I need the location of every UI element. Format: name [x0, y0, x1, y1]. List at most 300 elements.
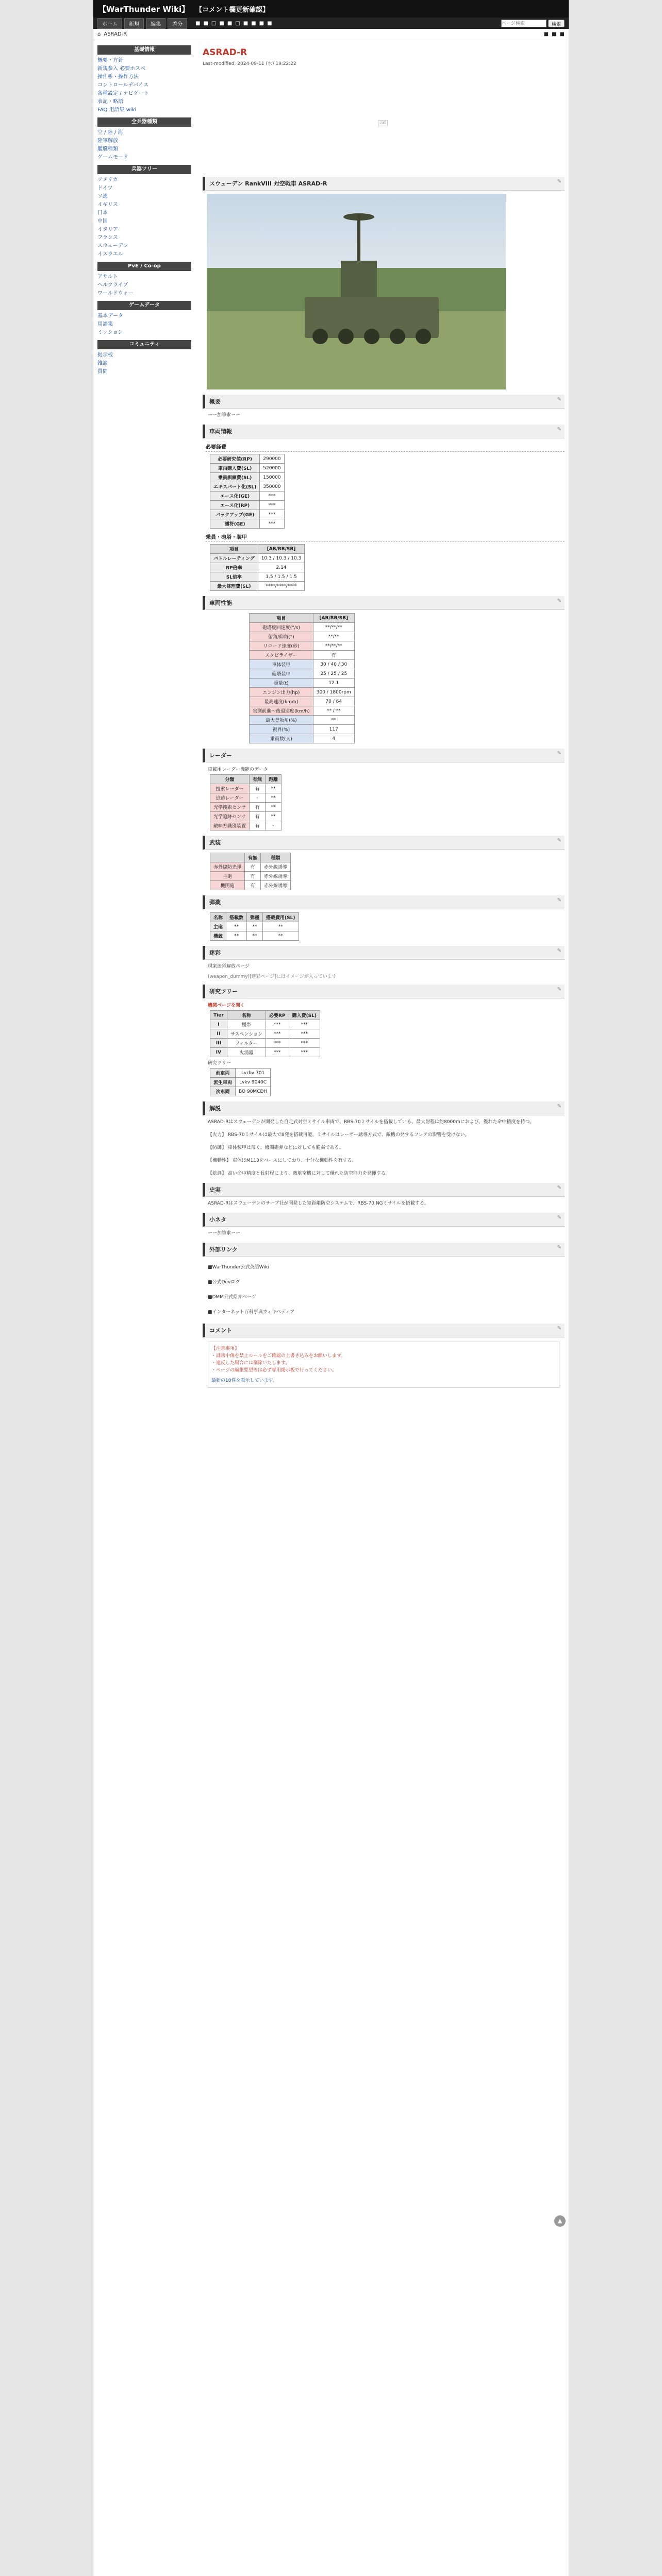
ammo-table — [210, 912, 299, 941]
table-row — [210, 1087, 271, 1096]
table-cell: 最大登坂角(%) — [250, 716, 313, 725]
radar-caption: 車載用レーダー機能のデータ — [208, 767, 269, 772]
performance-table — [249, 613, 355, 743]
tab-diff[interactable]: 差分 — [168, 18, 187, 29]
section-header-radar — [203, 749, 565, 762]
sidebar-heading: 兵器ツリー — [97, 165, 191, 174]
table-row — [250, 688, 355, 697]
sidebar-heading: コミュニティ — [97, 340, 191, 349]
table-cell: 砲塔装甲 — [250, 669, 313, 679]
vehicle-wheel — [338, 329, 354, 344]
table-row — [210, 582, 305, 591]
table-header-cell: 名称 — [210, 913, 226, 922]
table-cell: エンジン出力(hp) — [250, 688, 313, 697]
sidebar-heading: 基礎情報 — [97, 45, 191, 55]
table-cell: 乗員訓練費(SL) — [210, 473, 260, 482]
section-header-history — [203, 1183, 565, 1197]
table-cell: ** — [226, 931, 247, 941]
vehicle-wheel — [312, 329, 328, 344]
table-cell: 追跡レーダー — [210, 793, 250, 803]
table-row — [210, 482, 285, 492]
table-row — [250, 641, 355, 651]
table-cell: ** — [247, 931, 263, 941]
table-row — [210, 1078, 271, 1087]
search-input[interactable] — [501, 20, 547, 27]
table-cell: 砲塔旋回速度(°/s) — [250, 623, 313, 632]
table-row — [210, 1069, 271, 1078]
sidebar-link[interactable]: ヘルクライブ — [97, 282, 128, 288]
table-cell: 赤外線誘導 — [261, 872, 291, 881]
table-row — [210, 554, 305, 563]
section-title: 研究ツリー — [209, 988, 238, 995]
table-cell: 実測前進～後退速度(km/h) — [250, 706, 313, 716]
table-row — [210, 510, 285, 519]
table-cell: ** — [266, 812, 282, 821]
sidebar-link[interactable]: 日本 — [97, 210, 108, 216]
table-cell: *** — [266, 1029, 289, 1039]
table-cell: 12.1 — [313, 679, 354, 688]
table-header-cell: 有無 — [245, 853, 261, 862]
table-cell: *** — [266, 1020, 289, 1029]
table-header-cell: 距離 — [266, 775, 282, 784]
tree-table — [210, 1068, 271, 1096]
sidebar-link[interactable]: 用語集 — [97, 321, 113, 327]
sidebar-link[interactable]: イタリア — [97, 227, 118, 232]
table-cell: 1.5 / 1.5 / 1.5 — [258, 572, 305, 582]
table-cell: 光学捜索センサ — [210, 803, 250, 812]
table-header-row — [210, 1011, 320, 1020]
modules-table — [210, 1010, 320, 1057]
table-cell: 捜索レーダー — [210, 784, 250, 793]
table-cell: II — [210, 1029, 227, 1039]
tool-icon[interactable]: ■ — [243, 20, 249, 26]
description-paragraph: 【総評】 高い命中精度と長射程により、敵航空機に対して優れた防空能力を発揮する。 — [208, 1171, 390, 1176]
table-header-cell: 分類 — [210, 775, 250, 784]
armor-table — [210, 544, 305, 591]
table-row — [250, 679, 355, 688]
subsection-armor: 乗員・砲塔・装甲 — [206, 533, 565, 542]
breadcrumb — [93, 29, 569, 40]
table-row — [210, 473, 285, 482]
table-header-cell: [AB/RB/SB] — [313, 614, 354, 623]
table-cell: 最高速度(km/h) — [250, 697, 313, 706]
sidebar-link[interactable]: 基本データ — [97, 313, 123, 319]
vehicle-wheel — [390, 329, 405, 344]
tool-icon[interactable]: ■ — [259, 20, 264, 26]
table-cell: フィルター — [227, 1039, 266, 1048]
section-title: 弾薬 — [209, 899, 221, 906]
breadcrumb-item[interactable]: ASRAD-R — [104, 31, 127, 37]
table-row — [210, 1048, 320, 1057]
sidebar-link[interactable]: イギリス — [97, 202, 118, 208]
table-row — [210, 922, 299, 931]
table-cell: 有 — [250, 784, 266, 793]
edit-icon[interactable]: ✎ — [557, 948, 561, 954]
sidebar-link[interactable]: ゲームモード — [97, 155, 128, 160]
page-wrapper — [93, 0, 569, 2576]
table-cell: 350000 — [260, 482, 284, 492]
section-header-comment — [203, 1324, 565, 1337]
table-cell: 117 — [313, 725, 354, 734]
table-cell: 護符(GE) — [210, 519, 260, 529]
sidebar-link[interactable]: ワールドウォー — [97, 291, 134, 296]
tool-icon[interactable]: ■ — [227, 20, 233, 26]
table-row — [210, 812, 282, 821]
vehicle-wheel — [364, 329, 379, 344]
radar-mast — [357, 214, 360, 262]
sidebar-link[interactable]: 掲示板 — [97, 352, 113, 358]
sidebar — [93, 40, 195, 378]
table-cell: *** — [260, 519, 284, 529]
table-cell: ** — [266, 784, 282, 793]
table-header-cell: 名称 — [227, 1011, 266, 1020]
table-cell: スタビライザー — [250, 651, 313, 660]
table-row — [210, 492, 285, 501]
table-header-row — [250, 614, 355, 623]
section-title: 概要 — [209, 398, 221, 405]
sidebar-link[interactable]: 各種設定 / ナビゲート — [97, 91, 149, 96]
table-cell: 290000 — [260, 454, 284, 464]
table-row — [250, 632, 355, 641]
table-cell: エース化(GE) — [210, 492, 260, 501]
table-cell: *** — [266, 1039, 289, 1048]
comment-notice-line: ・違反した場合には削除いたします。 — [211, 1361, 290, 1366]
table-header-row — [210, 545, 305, 554]
table-cell: 車両購入費(SL) — [210, 464, 260, 473]
table-cell: 有 — [250, 803, 266, 812]
external-link[interactable]: ■WarThunder公式英語Wiki — [208, 1265, 269, 1270]
table-row — [210, 803, 282, 812]
table-row — [250, 716, 355, 725]
table-cell: 30 / 40 / 30 — [313, 660, 354, 669]
edit-icon[interactable]: ✎ — [557, 1245, 561, 1250]
table-header-cell: 搭載費用(SL) — [263, 913, 299, 922]
tool-icon[interactable]: ■ — [219, 20, 224, 26]
table-cell: 有 — [250, 821, 266, 831]
table-cell: *** — [260, 501, 284, 510]
description-paragraph: 【防御】 車体装甲は薄く、機関砲弾などに対しても脆弱である。 — [208, 1145, 344, 1150]
table-cell: **/**/** — [313, 623, 354, 632]
home-icon[interactable]: ⌂ — [97, 31, 101, 37]
cost-table — [210, 454, 285, 529]
table-cell: 機銃 — [210, 931, 226, 941]
top-bar — [93, 0, 569, 18]
section-header-desc — [203, 1101, 565, 1115]
tool-icon[interactable]: ■ — [203, 20, 208, 26]
external-link[interactable]: ■インターネット百科事典ウィキペディア — [208, 1310, 295, 1315]
table-row — [250, 623, 355, 632]
comment-form-label[interactable]: 最新の10件を表示しています。 — [211, 1378, 277, 1383]
overview-text: ーー加筆求ーー — [208, 413, 241, 418]
sidebar-heading: 全兵器種類 — [97, 117, 191, 127]
toolbar-icons — [195, 21, 272, 26]
section-header-info — [203, 425, 565, 438]
table-row — [210, 821, 282, 831]
section-title: 史実 — [209, 1187, 221, 1193]
search-area — [501, 20, 565, 27]
table-row — [210, 1020, 320, 1029]
tab-edit[interactable]: 編集 — [146, 18, 166, 29]
rss-icon[interactable]: ■ — [543, 31, 549, 37]
table-row — [250, 697, 355, 706]
table-cell: BO 90MCDH — [236, 1087, 271, 1096]
section-title: 解説 — [209, 1105, 221, 1112]
section-title: レーダー — [209, 752, 232, 759]
table-row — [210, 519, 285, 529]
section-title: スウェーデン RankVIII 対空戦車 ASRAD-R — [209, 180, 327, 187]
external-link[interactable]: ■DMM公式紹介ページ — [208, 1295, 256, 1300]
description-paragraph: 【火力】 RBS-70ミサイルは最大で8発を搭載可能。ミサイルはレーザー誘導方式で、敵機の発するフレアの影響を受けない。 — [208, 1132, 470, 1138]
table-cell: 機関砲 — [210, 881, 245, 890]
table-row — [250, 669, 355, 679]
comment-update-link[interactable]: 【コメント欄更新確認】 — [195, 6, 270, 14]
table-row — [210, 793, 282, 803]
external-link[interactable]: ■公式Devログ — [208, 1280, 240, 1285]
main-content — [203, 40, 565, 1392]
sidebar-link[interactable]: 操作系・操作方法 — [97, 74, 139, 80]
table-cell: 火消器 — [227, 1048, 266, 1057]
comment-notice-title: 【注意事項】 — [211, 1346, 240, 1351]
section-title: 武装 — [209, 839, 221, 846]
table-row — [250, 725, 355, 734]
sidebar-link[interactable]: 概要・方針 — [97, 58, 123, 63]
sidebar-link[interactable]: スウェーデン — [97, 243, 128, 249]
tab-new[interactable]: 新規 — [124, 18, 144, 29]
history-text: ASRAD-Rはスウェーデンのサーブ社が開発した短距離防空システムで、RBS-70 NGミサイルを搭載する。 — [208, 1201, 429, 1206]
sidebar-link[interactable]: 中国 — [97, 218, 108, 224]
table-cell: IV — [210, 1048, 227, 1057]
table-cell: 主砲 — [210, 922, 226, 931]
table-cell: 520000 — [260, 464, 284, 473]
comment-box — [208, 1342, 559, 1388]
table-cell: 300 / 1800rpm — [313, 688, 354, 697]
share-icon[interactable]: ■ — [552, 31, 557, 37]
tree-caption: 研究ツリー — [208, 1061, 231, 1066]
arms-table — [210, 853, 291, 890]
table-cell: **/** — [313, 632, 354, 641]
radar-table — [210, 774, 282, 831]
sidebar-link[interactable]: 新規参入 必要ホスペ — [97, 66, 146, 72]
table-header-row — [210, 853, 291, 862]
comment-notice-line: ・誹謗中傷を禁止ルールをご確認の上書き込みをお願いします。 — [211, 1353, 346, 1359]
table-cell: Lvrbv 701 — [236, 1069, 271, 1078]
table-cell: エース化(RP) — [210, 501, 260, 510]
table-row — [210, 881, 291, 890]
page-title: ASRAD-R — [203, 47, 247, 58]
sidebar-link[interactable]: 表記・略語 — [97, 99, 123, 105]
table-cell: 有 — [245, 881, 261, 890]
table-row — [250, 706, 355, 716]
table-row — [210, 931, 299, 941]
table-cell: ** — [247, 922, 263, 931]
section-header-ammo — [203, 895, 565, 909]
table-cell: 70 / 64 — [313, 697, 354, 706]
tool-icon[interactable]: ■ — [251, 20, 256, 26]
table-header-cell: 有無 — [250, 775, 266, 784]
table-cell: *** — [289, 1039, 320, 1048]
table-cell: バックアップ(GE) — [210, 510, 260, 519]
table-header-cell: 購入費(SL) — [289, 1011, 320, 1020]
table-cell: *** — [260, 510, 284, 519]
vehicle-turret — [341, 261, 377, 299]
table-row — [210, 572, 305, 582]
table-header-cell: 必要RP — [266, 1011, 289, 1020]
vehicle-wheel — [416, 329, 431, 344]
table-cell: - — [266, 821, 282, 831]
sidebar-link[interactable]: コントロールデバイス — [97, 82, 149, 88]
description-block — [203, 1118, 565, 1178]
table-cell: *** — [260, 492, 284, 501]
table-cell: ** — [266, 793, 282, 803]
table-cell: *** — [289, 1029, 320, 1039]
table-row — [210, 872, 291, 881]
table-cell: 有 — [313, 651, 354, 660]
sidebar-link[interactable]: アサルト — [97, 274, 118, 280]
sidebar-heading: ゲームデータ — [97, 301, 191, 310]
table-cell: *** — [289, 1020, 320, 1029]
edit-icon[interactable]: ✎ — [557, 1185, 561, 1191]
table-cell: 4 — [313, 734, 354, 743]
sidebar-link[interactable]: 雑談 — [97, 361, 108, 366]
section-header-vehicle — [203, 177, 565, 191]
section-title: 小ネタ — [209, 1216, 226, 1223]
table-cell: *** — [266, 1048, 289, 1057]
tool-icon[interactable]: ■ — [195, 20, 201, 26]
sidebar-link[interactable]: アメリカ — [97, 177, 118, 183]
section-title: コメント — [209, 1327, 232, 1334]
table-header-cell: 弾種 — [247, 913, 263, 922]
tool-icon[interactable]: □ — [211, 20, 217, 26]
edit-icon[interactable]: ✎ — [557, 838, 561, 843]
last-modified: Last-modified: 2024-09-11 (水) 19:22:22 — [203, 61, 296, 66]
subsection-cost: 必要経費 — [206, 443, 565, 452]
table-cell: 光学追跡センサ — [210, 812, 250, 821]
table-cell: Lvkv 9040C — [236, 1078, 271, 1087]
sidebar-link[interactable]: 艦艇種類 — [97, 146, 118, 152]
sidebar-link[interactable]: FAQ 用語集 wiki — [97, 107, 137, 113]
table-header-cell: 項目 — [250, 614, 313, 623]
table-cell: ** — [226, 922, 247, 931]
table-cell: 150000 — [260, 473, 284, 482]
section-title: 車両性能 — [209, 600, 232, 606]
edit-icon[interactable]: ✎ — [557, 427, 561, 432]
table-cell: ** — [313, 716, 354, 725]
table-header-cell: 項目 — [210, 545, 258, 554]
table-cell: ** / ** — [313, 706, 354, 716]
table-cell: 視界(%) — [250, 725, 313, 734]
print-icon[interactable]: ■ — [559, 31, 565, 37]
vehicle-image — [207, 194, 506, 389]
table-cell: 重量(t) — [250, 679, 313, 688]
tab-home[interactable]: ホーム — [97, 18, 122, 29]
sidebar-link[interactable]: 空 / 陸 / 海 — [97, 130, 123, 135]
table-cell: 次車両 — [210, 1087, 236, 1096]
section-header-overview — [203, 395, 565, 409]
table-cell: 主砲 — [210, 872, 245, 881]
table-cell: 有 — [250, 812, 266, 821]
nav-bar — [93, 18, 569, 29]
external-links — [203, 1264, 565, 1316]
page-top-icon[interactable]: ▲ — [554, 2215, 566, 2227]
table-cell: III — [210, 1039, 227, 1048]
table-cell: 履帯 — [227, 1020, 266, 1029]
sidebar-link[interactable]: フランス — [97, 235, 118, 241]
table-header-cell — [210, 853, 245, 862]
page-actions — [544, 31, 565, 37]
sidebar-link[interactable]: イスラエル — [97, 251, 123, 257]
table-row — [210, 862, 291, 872]
table-header-cell: 搭載数 — [226, 913, 247, 922]
ad-placeholder-icon: ad — [378, 120, 388, 126]
modules-caption[interactable]: 機関ページを開く — [208, 1003, 245, 1008]
section-header-links — [203, 1243, 565, 1257]
table-row — [210, 1029, 320, 1039]
tool-icon[interactable]: ■ — [267, 20, 272, 26]
sidebar-link[interactable]: 陸軍解放 — [97, 138, 118, 144]
camo-note: (weapon_dummy)[迷彩ページ]にはイメージが入っています — [208, 974, 337, 979]
comment-notice-line: ・ページの編集要望等は必ず専用掲示板で行ってください。 — [211, 1368, 337, 1373]
table-header-row — [210, 913, 299, 922]
table-cell: 赤外線誘導 — [261, 862, 291, 872]
table-cell: 派生車両 — [210, 1078, 236, 1087]
table-row — [250, 651, 355, 660]
table-cell: バトルレーティング — [210, 554, 258, 563]
table-header-row — [210, 775, 282, 784]
camo-link[interactable]: 現家迷彩解放ページ — [208, 964, 250, 969]
edit-icon[interactable]: ✎ — [557, 1104, 561, 1109]
table-cell: I — [210, 1020, 227, 1029]
edit-icon[interactable]: ✎ — [557, 397, 561, 402]
tool-icon[interactable]: □ — [235, 20, 240, 26]
sidebar-link[interactable]: ソ連 — [97, 194, 108, 199]
table-cell: 赤外線防光弾 — [210, 862, 245, 872]
table-row — [210, 563, 305, 572]
description-paragraph: 【機動性】 車体はM113をベースにしており、十分な機動性を有する。 — [208, 1158, 357, 1163]
table-cell: リロード速度(秒) — [250, 641, 313, 651]
ad-area — [203, 74, 565, 172]
table-cell: ****/****/**** — [258, 582, 305, 591]
table-row — [210, 1039, 320, 1048]
table-cell: 有 — [245, 862, 261, 872]
site-logo[interactable]: 【WarThunder Wiki】 — [98, 4, 190, 14]
edit-icon[interactable]: ✎ — [557, 897, 561, 903]
sidebar-link[interactable]: ミッション — [97, 330, 123, 335]
table-cell: 2.14 — [258, 563, 305, 572]
edit-icon[interactable]: ✎ — [557, 751, 561, 756]
edit-icon[interactable]: ✎ — [557, 598, 561, 604]
section-header-modules — [203, 985, 565, 998]
table-row — [210, 454, 285, 464]
search-button[interactable]: 検索 — [548, 20, 565, 27]
table-cell: ** — [266, 803, 282, 812]
edit-icon[interactable]: ✎ — [557, 987, 561, 992]
table-row — [250, 660, 355, 669]
table-cell: 10.3 / 10.3 / 10.3 — [258, 554, 305, 563]
sidebar-link[interactable]: 質問 — [97, 369, 108, 375]
section-header-arms — [203, 836, 565, 850]
table-cell: 俯角/仰角(°) — [250, 632, 313, 641]
edit-icon[interactable]: ✎ — [557, 179, 561, 184]
table-cell: SL倍率 — [210, 572, 258, 582]
table-row — [210, 464, 285, 473]
section-title: 迷彩 — [209, 950, 221, 956]
edit-icon[interactable]: ✎ — [557, 1215, 561, 1221]
trivia-text: ーー加筆求ーー — [208, 1231, 241, 1236]
table-header-cell: [AB/RB/SB] — [258, 545, 305, 554]
edit-icon[interactable]: ✎ — [557, 1326, 561, 1331]
sidebar-link[interactable]: ドイツ — [97, 185, 113, 191]
table-cell: サスペンション — [227, 1029, 266, 1039]
